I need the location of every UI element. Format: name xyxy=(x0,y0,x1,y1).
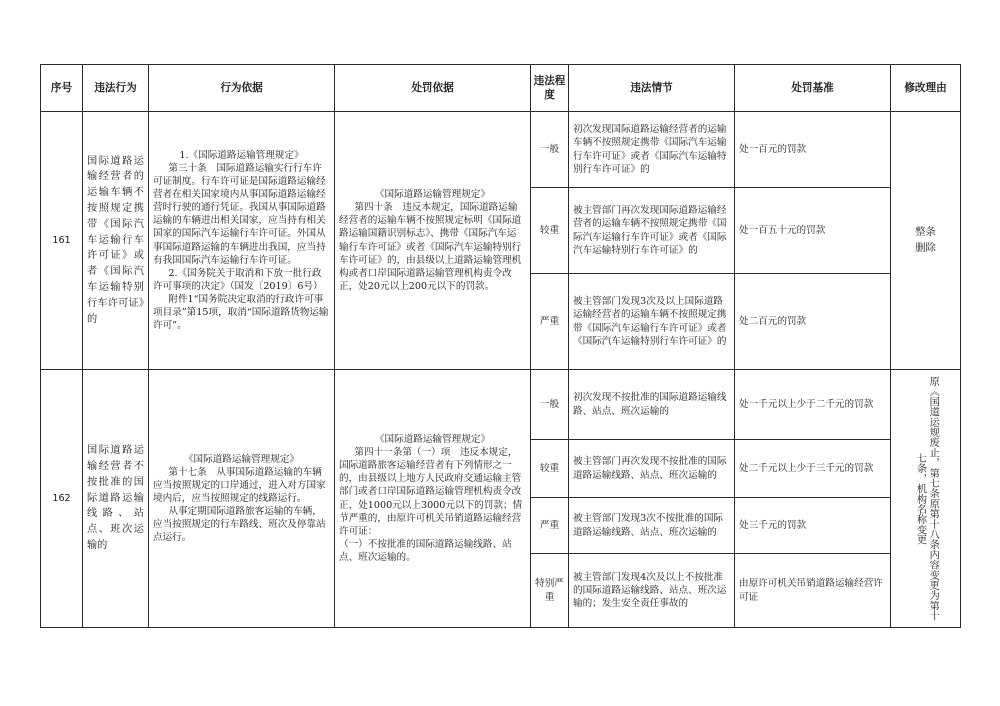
behavior-cell: 国际道路运输经营者不按批准的国际道路运输线路、站点、班次运输的 xyxy=(83,370,149,628)
standard-cell: 由原许可机关吊销道路运输经营许可证 xyxy=(735,554,891,628)
header-penalty-basis: 处罚依据 xyxy=(335,65,531,112)
basis-line: 第三十条 国际道路运输实行行车许可证制度。行车许可证是国际道路运输经营者在相关国家境内从事国际道路运输经营时行驶的通行凭证。我国从事国际道路运输的车辆进出相关国家，应当持有相关国家的国际汽车运输行车许可证。外国从事国际道路运输的车辆进出我国，应当持有我国国际汽车运输行车许可证。 xyxy=(153,163,326,266)
reason-text: 整条删除 xyxy=(915,225,936,254)
penalty-basis-line: 第四十一条第（一）项 违反本规定，国际道路旅客运输经营者有下列情形之一的，由县级以上地方人民政府交通运输主管部门或者口岸国际道路运输管理机构责令改正，处1000元以上3000元以下的罚款；情节严重的，由原许可机关吊销道路运输经营许可证： xyxy=(339,447,523,537)
circumstance-cell: 被主管部门发现3次及以上国际道路运输经营者的运输车辆不按照规定携带《国际汽车运输行车许可证》或者《国际汽车运输特别行车许可证》的 xyxy=(569,274,735,370)
basis-line: 《国际道路运输管理规定》 xyxy=(183,453,300,465)
header-reason: 修改理由 xyxy=(891,65,961,112)
table-row xyxy=(41,112,961,188)
basis-line: 附件1“国务院决定取消的行政许可事项目录”第15项，取消“国际道路货物运输许可”。 xyxy=(153,293,329,331)
basis-line: 1.《国际道路运输管理规定》 xyxy=(179,150,304,162)
header-row xyxy=(41,65,961,112)
circumstance-cell: 初次发现国际道路运输经营者的运输车辆不按照规定携带《国际汽车运输行车许可证》或者《国际汽车运输特别行车许可证》的 xyxy=(569,112,735,188)
header-basis: 行为依据 xyxy=(149,65,335,112)
penalty-basis-cell xyxy=(335,370,531,628)
document-page xyxy=(40,64,960,628)
degree-cell: 一般 xyxy=(531,370,569,440)
reason-text: 原《国道运规废止，第七条原第十八条内容变更为第十七条，机构名称变更 xyxy=(914,376,939,621)
penalty-basis-line: （一）不按批准的国际道路运输线路、站点、班次运输的。 xyxy=(339,538,512,563)
standard-cell: 处一千元以上少于二千元的罚款 xyxy=(735,370,891,440)
header-seq: 序号 xyxy=(41,65,83,112)
circumstance-cell: 初次发现不按批准的国际道路运输线路、站点、班次运输的 xyxy=(569,370,735,440)
standard-cell: 处一百五十元的罚款 xyxy=(735,188,891,274)
basis-line: 第十七条 从事国际道路运输的车辆应当按照规定的口岸通过，进入对方国家境内后，应当按照规定的线路运行。 xyxy=(153,466,326,504)
degree-cell: 严重 xyxy=(531,498,569,554)
degree-cell: 较重 xyxy=(531,440,569,498)
standard-cell: 处一百元的罚款 xyxy=(735,112,891,188)
basis-cell xyxy=(149,370,335,628)
degree-cell: 一般 xyxy=(531,112,569,188)
reason-cell xyxy=(891,370,961,628)
penalty-basis-line: 《国际道路运输管理规定》 xyxy=(374,434,491,446)
degree-cell: 严重 xyxy=(531,274,569,370)
basis-line: 2.《国务院关于取消和下放一批行政许可事项的决定》（国发〔2019〕6号） xyxy=(153,267,323,292)
standard-cell: 处三千元的罚款 xyxy=(735,498,891,554)
circumstance-cell: 被主管部门发现4次及以上不按批准的国际道路运输线路、站点、班次运输的；发生安全责任事故的 xyxy=(569,554,735,628)
penalty-basis-line: 第四十条 违反本规定，国际道路运输经营者的运输车辆不按照规定标明《国际道路运输国籍识别标志》、携带《国际汽车运输行车许可证》或者《国际汽车运输特别行车许可证》的，由县级以上道路运输管理机构或者口岸国际道路运输管理机构责令改正，处20元以上200元以下的罚款。 xyxy=(339,202,522,292)
circumstance-cell: 被主管部门再次发现不按批准的国际道路运输线路、站点、班次运输的 xyxy=(569,440,735,498)
header-circumstance: 违法情节 xyxy=(569,65,735,112)
circumstance-cell: 被主管部门发现3次不按批准的国际道路运输线路、站点、班次运输的 xyxy=(569,498,735,554)
header-standard: 处罚基准 xyxy=(735,65,891,112)
penalty-table xyxy=(40,64,961,628)
degree-cell: 较重 xyxy=(531,188,569,274)
penalty-basis-cell xyxy=(335,112,531,370)
basis-cell xyxy=(149,112,335,370)
table-row xyxy=(41,370,961,440)
header-behavior: 违法行为 xyxy=(83,65,149,112)
penalty-basis-line: 《国际道路运输管理规定》 xyxy=(374,189,491,201)
header-degree: 违法程度 xyxy=(531,65,569,112)
degree-cell: 特别严重 xyxy=(531,554,569,628)
reason-cell xyxy=(891,112,961,370)
seq-cell: 161 xyxy=(41,112,83,370)
basis-line: 从事定期国际道路旅客运输的车辆，应当按照规定的行车路线、班次及停靠站点运行。 xyxy=(153,506,326,544)
standard-cell: 处二百元的罚款 xyxy=(735,274,891,370)
behavior-cell: 国际道路运输经营者的运输车辆不按照规定携带《国际汽车运输行车许可证》或者《国际汽车运输特别行车许可证》的 xyxy=(83,112,149,370)
circumstance-cell: 被主管部门再次发现国际道路运输经营者的运输车辆不按照规定携带《国际汽车运输行车许可证》或者《国际汽车运输特别行车许可证》的 xyxy=(569,188,735,274)
seq-cell: 162 xyxy=(41,370,83,628)
standard-cell: 处二千元以上少于三千元的罚款 xyxy=(735,440,891,498)
